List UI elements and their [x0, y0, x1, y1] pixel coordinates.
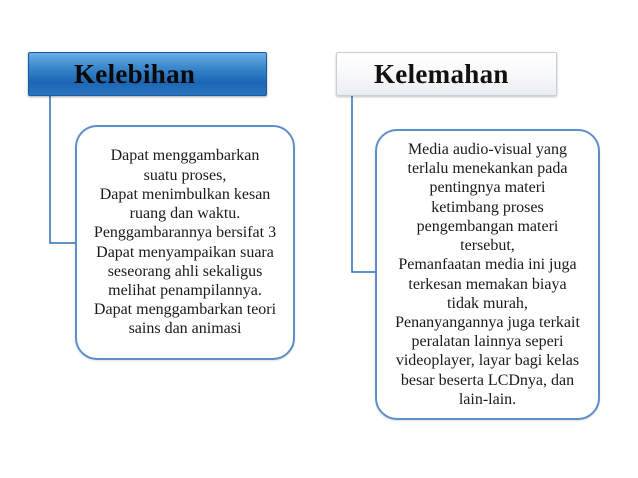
- kelemahan-line: videoplayer, layar bagi kelas: [395, 352, 580, 370]
- kelebihan-line: Dapat menggambarkan teori: [93, 301, 277, 319]
- kelemahan-line: tersebut,: [460, 237, 515, 255]
- kelebihan-text: [94, 146, 276, 338]
- kelemahan-line: terlalu menekankan pada: [407, 160, 568, 178]
- kelebihan-line: ruang dan waktu.: [129, 205, 241, 223]
- kelemahan-line: lain-lain.: [458, 390, 517, 408]
- kelemahan-line: besar beserta LCDnya, dan: [400, 371, 575, 389]
- kelemahan-line: ketimbang proses: [431, 198, 544, 216]
- kelemahan-header: [336, 52, 557, 96]
- kelebihan-line: Dapat menyampaikan suara: [96, 243, 274, 261]
- kelebihan-line: suatu proses,: [143, 166, 227, 184]
- kelebihan-line: sains dan animasi: [128, 320, 242, 338]
- kelebihan-line: Dapat menimbulkan kesan: [99, 185, 271, 203]
- kelemahan-line: Media audio-visual yang: [407, 141, 568, 159]
- kelebihan-line: seseorang ahli sekaligus: [107, 262, 263, 280]
- connector-right: [352, 96, 375, 272]
- kelemahan-line: pentingnya materi: [429, 179, 546, 197]
- kelebihan-header: [28, 52, 267, 96]
- kelebihan-box: [75, 125, 295, 360]
- kelemahan-line: terkesan memakan biaya: [408, 275, 567, 293]
- kelebihan-line: Penggambarannya bersifat 3: [93, 224, 277, 242]
- kelemahan-line: tidak murah,: [447, 294, 528, 312]
- kelemahan-box: [375, 129, 600, 420]
- kelemahan-line: Penanyangannya juga terkait: [395, 313, 580, 331]
- kelemahan-line: Pemanfaatan media ini juga: [398, 256, 577, 274]
- kelemahan-line: pengembangan materi: [416, 217, 559, 235]
- kelemahan-line: peralatan lainnya seperi: [411, 333, 564, 351]
- kelebihan-line: melihat penampilannya.: [108, 281, 262, 299]
- connector-left: [50, 96, 75, 243]
- kelemahan-text: [395, 140, 580, 409]
- kelebihan-line: Dapat menggambarkan: [110, 147, 260, 165]
- kelemahan-title: Kelemahan: [374, 58, 509, 89]
- kelebihan-title: Kelebihan: [74, 58, 196, 89]
